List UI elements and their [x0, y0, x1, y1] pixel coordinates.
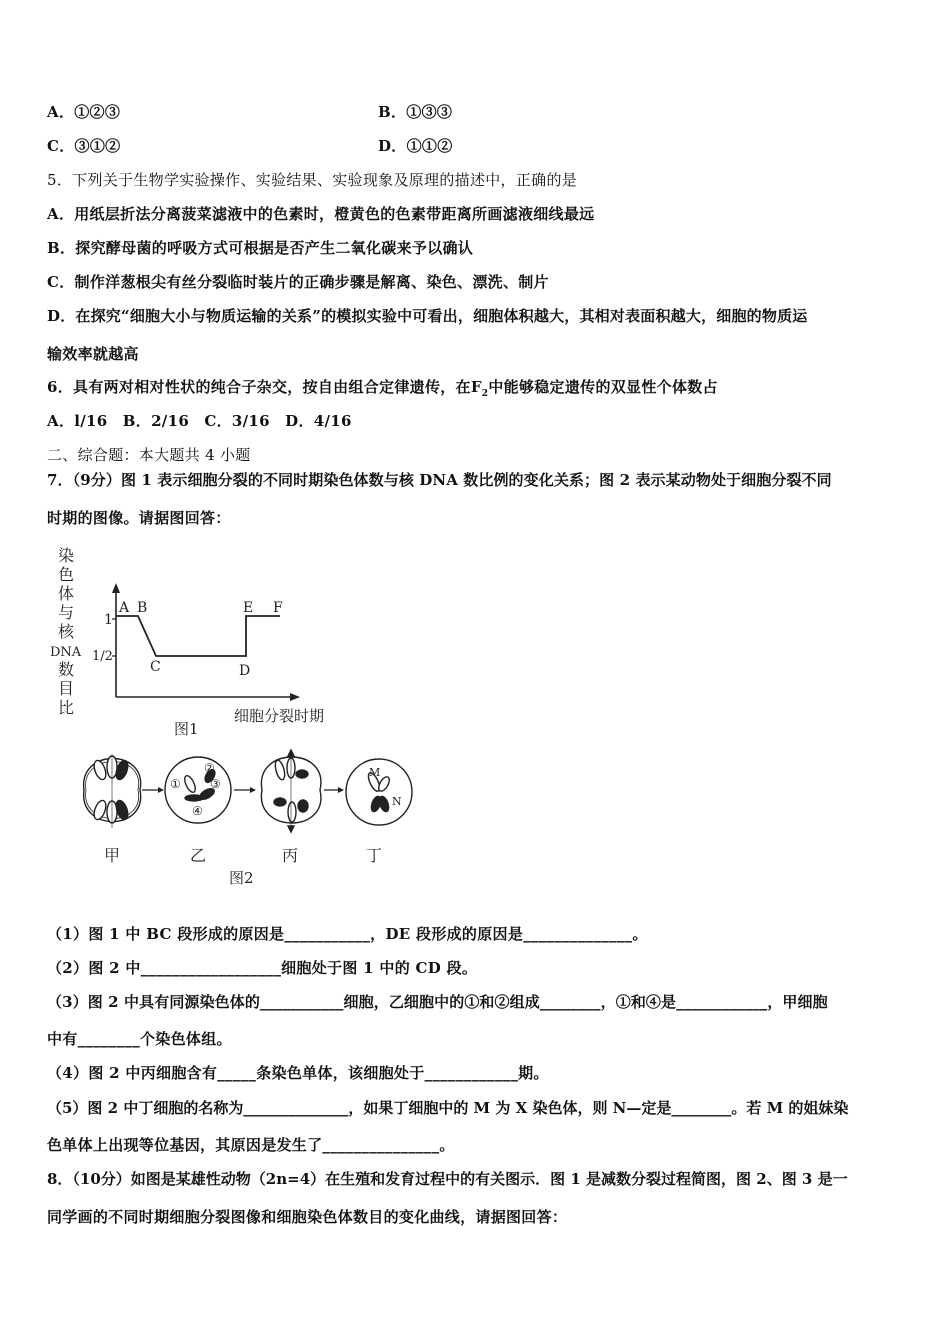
fig2-caption: 图2: [229, 869, 254, 887]
fig1-ylabel-char: 与: [58, 603, 75, 622]
fig1-point-c: C: [150, 659, 161, 675]
cell-label-ding: 丁: [366, 846, 383, 865]
fig1-ytick-half: 1/2: [92, 649, 113, 664]
fig1-point-b: B: [137, 600, 148, 616]
marker-4: ④: [192, 804, 203, 818]
fig1-point-e: E: [243, 600, 254, 616]
marker-2: ②: [204, 761, 215, 775]
cell-jia: [84, 754, 141, 828]
q5-option-c: C．制作洋葱根尖有丝分裂临时装片的正确步骤是解离、染色、漂洗、制片: [47, 273, 549, 291]
figure-2-cells: [74, 740, 420, 892]
q6-stem: 6．具有两对相对性状的纯合子杂交，按自由组合定律遗传，在$F_2$中能够稳定遗传的双显性个体数占: [47, 378, 718, 399]
q5-option-d-line2: 输效率就越高: [47, 345, 139, 363]
fig1-xlabel: 细胞分裂时期: [234, 707, 325, 725]
marker-3: ③: [210, 777, 221, 791]
fig1-ytick-1: 1: [104, 612, 113, 628]
fig1-ylabel-char: 数: [58, 660, 75, 679]
q7-part-4: （4）图 2 中丙细胞含有_____条染色单体，该细胞处于____________期。: [47, 1064, 549, 1082]
q5-option-b: B．探究酵母菌的呼吸方式可根据是否产生二氧化碳来予以确认: [47, 239, 474, 257]
fig1-ratio-line: [116, 616, 280, 656]
q7-stem-line1: 7．（9分）图 1 表示细胞分裂的不同时期染色体数与核 DNA 数比例的变化关系；图 2 表示某动物处于细胞分裂不同: [47, 471, 832, 489]
section-2-heading: 二、综合题：本大题共 4 小题: [47, 446, 251, 464]
q8-stem-line1: 8．（10分）如图是某雄性动物（2n=4）在生殖和发育过程中的有关图示．图 1 是减数分裂过程简图，图 2、图 3 是一: [47, 1170, 848, 1188]
fig1-ylabel-char: 比: [58, 698, 75, 717]
fig1-ylabel-char: 体: [58, 584, 75, 603]
marker-1: ①: [170, 777, 181, 791]
marker-n: N: [392, 795, 402, 808]
q8-stem-line2: 同学画的不同时期细胞分裂图像和细胞染色体数目的变化曲线，请据图回答：: [47, 1208, 568, 1226]
q6-options: A．l/16 B．2/16 C．3/16 D．4/16: [47, 412, 352, 430]
q5-option-a: A．用纸层折法分离菠菜滤液中的色素时，橙黄色的色素带距离所画滤液细线最远: [47, 205, 595, 223]
fig1-ylabel-char: DNA: [50, 645, 82, 660]
cell-label-jia: 甲: [104, 846, 121, 865]
q4-option-a: A．①②③: [47, 103, 121, 121]
fig1-point-a: A: [119, 600, 130, 616]
q4-option-c: C．③①②: [47, 137, 121, 155]
q7-part-3-line2: 中有________个染色体组。: [47, 1030, 232, 1048]
fig1-point-d: D: [239, 663, 251, 679]
cell-bing: [261, 750, 321, 832]
q7-part-5-line2: 色单体上出现等位基因，其原因是发生了_______________。: [47, 1136, 455, 1154]
cell-label-bing: 丙: [282, 846, 299, 865]
fig1-caption: 图1: [174, 720, 199, 738]
fig1-ylabel-char: 色: [58, 565, 75, 584]
fig1-y-arrow: [112, 583, 120, 593]
q7-part-2: （2）图 2 中__________________细胞处于图 1 中的 CD 段。: [47, 959, 478, 977]
q7-part-1: （1）图 1 中 BC 段形成的原因是___________，DE 段形成的原因是______________。: [47, 925, 648, 943]
fig1-ylabel-char: 核: [58, 622, 75, 641]
q7-part-3-line1: （3）图 2 中具有同源染色体的___________细胞，乙细胞中的①和②组成________，①和④是____________，甲细胞: [47, 993, 828, 1011]
q5-stem: 5．下列关于生物学实验操作、实验结果、实验现象及原理的描述中，正确的是: [47, 171, 578, 189]
fig1-ylabel-char: 目: [58, 679, 75, 698]
fig1-ylabel-char: 染: [58, 546, 75, 565]
q7-part-5-line1: （5）图 2 中丁细胞的名称为______________，如果丁细胞中的 M 为 X 染色体，则 N—定是________。若 M 的姐妹染: [47, 1099, 849, 1117]
figure-1-chart: [50, 545, 370, 740]
q5-option-d-line1: D．在探究“细胞大小与物质运输的关系”的模拟实验中可看出，细胞体积越大，其相对表面积越大，细胞的物质运: [47, 307, 808, 325]
cell-label-yi: 乙: [190, 846, 207, 865]
fig1-x-arrow: [290, 693, 300, 701]
q4-option-b: B．①③③: [378, 103, 453, 121]
marker-m: M: [369, 766, 381, 779]
fig1-point-f: F: [273, 600, 283, 616]
q7-stem-line2: 时期的图像。请据图回答：: [47, 509, 231, 527]
q4-option-d: D．①①②: [378, 137, 453, 155]
